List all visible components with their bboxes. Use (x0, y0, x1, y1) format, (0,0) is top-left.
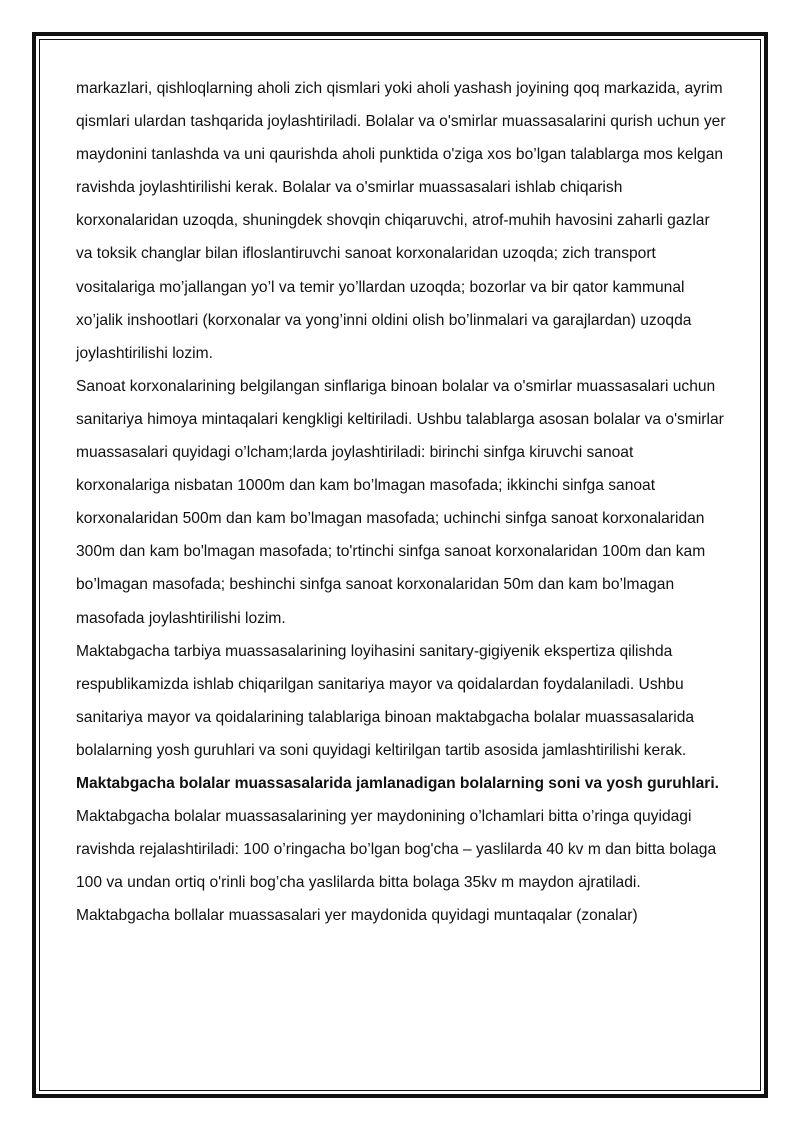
paragraph: Maktabgacha tarbiya muassasalarining loyihasini sanitary-gigiyenik ekspertiza qilishda respublikamizda ishlab chiqarilgan sanitariya mayor va qoidalardan foydalaniladi. Ushbu sanitariya mayor va qoidalarining talablariga binoan maktabgacha bolalar muassasalarida bolalarning yosh guruhlari va soni quyidagi keltirilgan tartib asosida jamlashtirilishi kerak. (76, 642, 695, 759)
paragraph: Maktabgacha bolalar muassasalarining yer maydonining o’lchamlari bitta o’ringa quyidagi ravishda rejalashtiriladi: 100 o’ringacha bo’lgan bog'cha – yaslilarda 40 kv m dan bitta bolaga 100 va undan ortiq o'rinli bog’cha yaslilarda bitta bolaga 35kv m maydon ajratiladi. (76, 808, 717, 892)
document-body (76, 72, 728, 932)
paragraph: Sanoat korxonalarining belgilangan sinflariga binoan bolalar va o'smirlar muassasalari uchun sanitariya himoya mintaqalari kengkligi keltiriladi. Ushbu talablarga asosan bolalar va o'smirlar muassasalari quyidagi o’lcham;larda joylashtiriladi: birinchi sinfga kiruvchi sanoat korxonalariga nisbatan 1000m dan kam bo’lmagan masofada; ikkinchi sinfga sanoat korxonalaridan 500m dan kam bo’lmagan masofada; uchinchi sinfga sanoat korxonalaridan 300m dan kam bo'lmagan masofada; to'rtinchi sinfga sanoat korxonalaridan 100m dan kam bo’lmagan masofada; beshinchi sinfga sanoat korxonalaridan 50m dan kam bo’lmagan masofada joylashtirilishi lozim. (76, 377, 724, 627)
section-heading: Maktabgacha bolalar muassasalarida jamlanadigan bolalarning soni va yosh guruhlari. (76, 774, 720, 792)
paragraph: markazlari, qishloqlarning aholi zich qismlari yoki aholi yashash joyining qoq markazida, ayrim qismlari ulardan tashqarida joylashtiriladi. Bolalar va o'smirlar muassasalarini qurish uchun yer maydonini tanlashda va uni qaurishda aholi punktida o'ziga xos bo’lgan talablarga mos kelgan ravishda joylashtirilishi kerak. Bolalar va o'smirlar muassasalari ishlab chiqarish korxonalaridan uzoqda, shuningdek shovqin chiqaruvchi, atrof-muhih havosini zaharli gazlar va toksik changlar bilan ifloslantiruvchi sanoat korxonalaridan uzoqda; zich transport vositalariga mo’jallangan yo’l va temir yo’llardan uzoqda; bozorlar va bir qator kammunal xo’jalik inshootlari (korxonalar va yong’inni oldini olish bo’linmalari va garajlardan) uzoqda joylashtirilishi lozim. (76, 80, 726, 362)
paragraph: Maktabgacha bollalar muassasalari yer maydonida quyidagi muntaqalar (zonalar) (76, 907, 638, 925)
